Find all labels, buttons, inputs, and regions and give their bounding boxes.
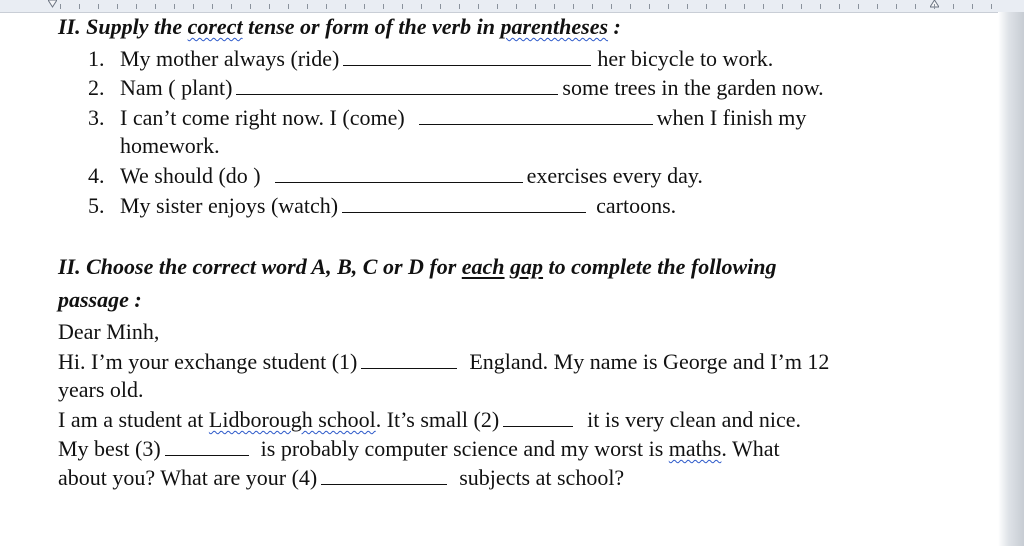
heading-word-parentheses: parentheses <box>500 14 609 39</box>
ruler-tick <box>972 4 973 9</box>
document-page[interactable] <box>0 12 998 546</box>
passage-text: . It’s small (2) <box>375 407 500 432</box>
ruler-tick <box>839 4 840 9</box>
ruler-tick <box>155 4 156 9</box>
passage-text: it is very clean and nice. <box>587 407 801 432</box>
item-text: when I finish my <box>656 105 807 130</box>
ruler-tick <box>421 4 422 9</box>
ruler-tick <box>668 4 669 9</box>
answer-blank[interactable] <box>343 47 591 66</box>
ruler-tick <box>174 4 175 9</box>
item-text: My mother always (ride) <box>120 46 340 71</box>
ruler-tick <box>364 4 365 9</box>
ruler-tick <box>98 4 99 9</box>
heading-word-gap: gap <box>510 254 544 279</box>
section2-heading-line2: passage : <box>58 287 142 312</box>
item-text: cartoons. <box>596 193 677 218</box>
exercise-item-3 <box>120 105 806 131</box>
heading-text: tense or form of the verb in <box>242 14 501 39</box>
ruler-tick <box>877 4 878 9</box>
exercise-item-5 <box>120 193 676 219</box>
heading-prefix: II. <box>58 14 87 39</box>
ruler-tick <box>915 4 916 9</box>
heading-word-each: each <box>461 254 505 279</box>
left-indent-marker-icon[interactable] <box>48 0 57 9</box>
gap-1-blank[interactable] <box>361 350 457 369</box>
heading-word-corect: corect <box>187 14 243 39</box>
item-text: exercises every day. <box>526 163 703 188</box>
item-text: My sister enjoys (watch) <box>120 193 339 218</box>
item-text: some trees in the garden now. <box>562 75 824 100</box>
ruler-tick <box>497 4 498 9</box>
ruler-tick <box>535 4 536 9</box>
passage-text: Hi. I’m your exchange student (1) <box>58 349 358 374</box>
answer-blank[interactable] <box>419 106 653 125</box>
ruler-tick <box>345 4 346 9</box>
heading-colon: : <box>608 14 621 39</box>
passage-text: is probably computer science and my worst is <box>260 436 669 461</box>
ruler-tick <box>478 4 479 9</box>
passage-text: . What <box>721 436 780 461</box>
ruler-tick <box>706 4 707 9</box>
ruler-tick <box>231 4 232 9</box>
ruler-tick <box>269 4 270 9</box>
ruler-tick <box>744 4 745 9</box>
answer-blank[interactable] <box>342 194 586 213</box>
section2-heading <box>58 254 776 280</box>
gap-4-blank[interactable] <box>321 466 447 485</box>
heading-text: II. Choose the correct word A, B, C or D for <box>58 254 462 279</box>
passage-line-3 <box>58 407 801 433</box>
item-number: 1. <box>88 46 105 71</box>
passage-text: subjects at school? <box>459 465 625 490</box>
item-number: 4. <box>88 163 105 188</box>
exercise-item-4 <box>120 163 703 189</box>
ruler-tick <box>763 4 764 9</box>
ruler-tick <box>592 4 593 9</box>
item-number: 5. <box>88 193 105 218</box>
ruler-tick <box>516 4 517 9</box>
ruler-tick <box>60 4 61 9</box>
ruler-tick <box>687 4 688 9</box>
ruler-tick <box>554 4 555 9</box>
item-text: I can’t come right now. I (come) <box>120 105 405 130</box>
ruler-tick <box>896 4 897 9</box>
passage-line-1 <box>58 349 829 375</box>
ruler-tick <box>649 4 650 9</box>
ruler-tick <box>953 4 954 9</box>
ruler-tick <box>250 4 251 9</box>
letter-greeting: Dear Minh, <box>58 319 160 344</box>
answer-blank[interactable] <box>236 76 558 95</box>
answer-blank[interactable] <box>275 164 523 183</box>
ruler-tick <box>440 4 441 9</box>
ruler-tick <box>136 4 137 9</box>
passage-text: England. My name is George and I’m 12 <box>469 349 830 374</box>
ruler-tick <box>782 4 783 9</box>
ruler-tick <box>193 4 194 9</box>
ruler-tick <box>459 4 460 9</box>
page-edge-shadow <box>998 12 1024 546</box>
item-text: her bicycle to work. <box>597 46 774 71</box>
ruler-tick <box>858 4 859 9</box>
section1-heading <box>58 14 621 40</box>
ruler-tick <box>117 4 118 9</box>
ruler-tick <box>307 4 308 9</box>
ruler-tick <box>573 4 574 9</box>
ruler-tick <box>402 4 403 9</box>
passage-line-5 <box>58 465 624 491</box>
passage-line-2: years old. <box>58 377 144 402</box>
gap-2-blank[interactable] <box>503 408 573 427</box>
item-text: We should (do ) <box>120 163 261 188</box>
ruler-tick <box>288 4 289 9</box>
exercise-item-3-continued: homework. <box>120 133 220 158</box>
item-number: 3. <box>88 105 105 130</box>
heading-text: the <box>148 14 188 39</box>
ruler-tick <box>630 4 631 9</box>
passage-text: My best (3) <box>58 436 161 461</box>
ruler-tick <box>611 4 612 9</box>
heading-text: to complete the following <box>543 254 777 279</box>
ruler-tick <box>725 4 726 9</box>
word-maths: maths <box>668 436 722 461</box>
exercise-item-2 <box>120 75 824 101</box>
ruler-tick <box>326 4 327 9</box>
ruler-tick <box>991 4 992 9</box>
ruler-tick <box>934 4 935 9</box>
ruler-tick <box>79 4 80 9</box>
ruler-tick <box>820 4 821 9</box>
gap-3-blank[interactable] <box>165 437 249 456</box>
ruler-tick <box>383 4 384 9</box>
passage-line-4 <box>58 436 780 462</box>
ruler-tick <box>212 4 213 9</box>
item-text: Nam ( plant) <box>120 75 233 100</box>
heading-word-supply: Supply <box>86 14 149 39</box>
school-name: Lidborough school <box>208 407 376 432</box>
exercise-item-1 <box>120 46 773 72</box>
item-number: 2. <box>88 75 105 100</box>
ruler-tick <box>801 4 802 9</box>
passage-text: about you? What are your (4) <box>58 465 318 490</box>
passage-text: I am a student at <box>58 407 209 432</box>
